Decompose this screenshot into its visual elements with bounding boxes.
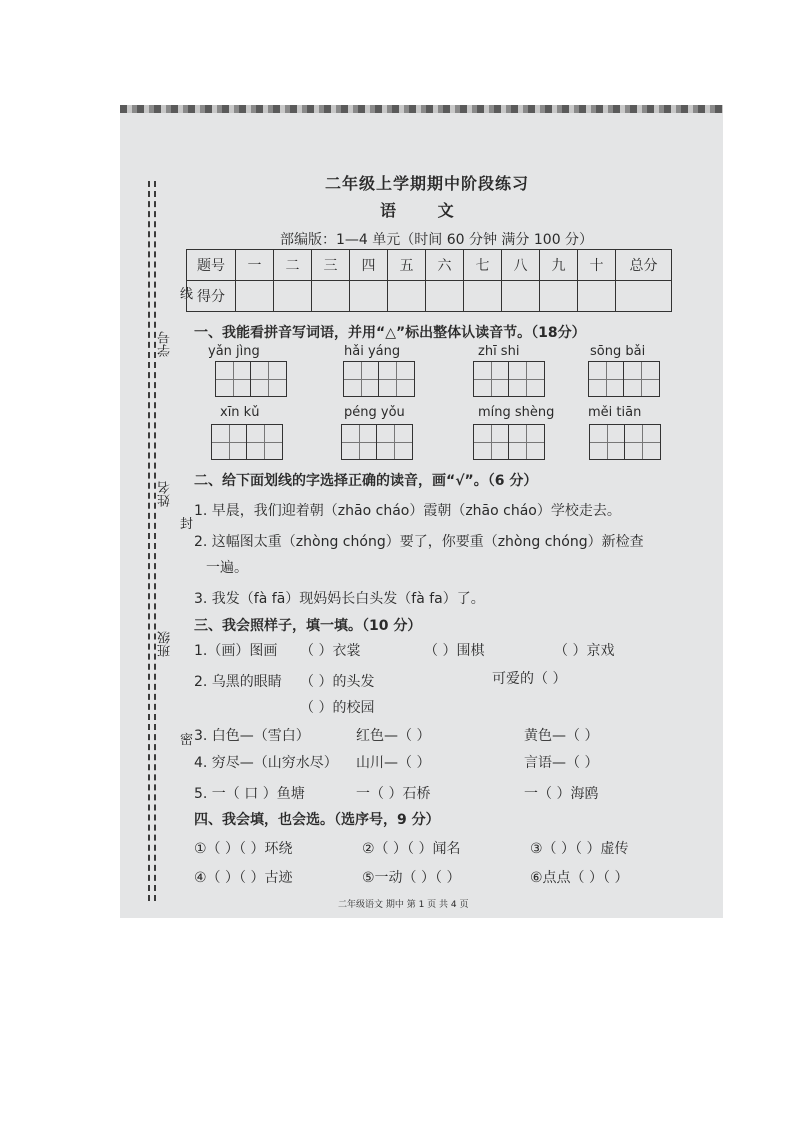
pinyin-label: péng yǒu — [344, 405, 405, 420]
section3-title: 三、我会照样子，填一填。（10 分） — [194, 618, 422, 634]
section3-q5-blank[interactable]: 一（ ）石桥 — [356, 786, 431, 802]
writing-box[interactable] — [341, 424, 413, 460]
score-header-row — [187, 250, 672, 281]
pinyin-label: míng shèng — [478, 405, 555, 420]
writing-box[interactable] — [343, 361, 415, 397]
binding-margin — [148, 181, 194, 901]
score-header-cell: 总分 — [616, 250, 672, 281]
section3-q2-blank[interactable]: （ ）的头发 — [300, 674, 375, 690]
section3-q1-blank[interactable]: （ ）衣裳 — [300, 643, 361, 659]
section1-title: 一、我能看拼音写词语，并用“△”标出整体认读音节。（18分） — [194, 325, 586, 341]
score-table — [186, 249, 672, 312]
pinyin-label: zhī shi — [478, 344, 520, 359]
exam-subject: 语 文 — [380, 201, 472, 220]
section2-title: 二、给下面划线的字选择正确的读音，画“√”。（6 分） — [194, 473, 538, 489]
writing-box[interactable] — [588, 361, 660, 397]
writing-box[interactable] — [211, 424, 283, 460]
exam-edition: 部编版：1—4 单元（时间 60 分钟 满分 100 分） — [280, 232, 594, 248]
section3-q3-blank[interactable]: 黄色—（ ） — [524, 728, 599, 744]
score-cell[interactable] — [616, 281, 672, 312]
writing-box[interactable] — [473, 361, 545, 397]
score-cell[interactable] — [578, 281, 616, 312]
binding-dashed-line-outer — [148, 181, 150, 901]
exam-photo — [120, 105, 723, 918]
writing-box[interactable] — [589, 424, 661, 460]
score-header-cell: 五 — [388, 250, 426, 281]
section3-q5-example: 5. 一（ 口 ）鱼塘 — [194, 786, 305, 802]
writing-box[interactable] — [215, 361, 287, 397]
section2-question-3: 3. 我发（fà fā）现妈妈长白头发（fà fa）了。 — [194, 591, 485, 607]
score-cell[interactable] — [464, 281, 502, 312]
score-header-cell: 四 — [350, 250, 388, 281]
writing-box[interactable] — [473, 424, 545, 460]
binding-mark-secret: 密 — [180, 733, 194, 748]
score-cell[interactable] — [274, 281, 312, 312]
pinyin-label: yǎn jìng — [208, 344, 260, 359]
section3-q3-blank[interactable]: 红色—（ ） — [356, 728, 431, 744]
section3-q4-blank[interactable]: 山川—（ ） — [356, 755, 431, 771]
exam-title: 二年级上学期期中阶段练习 — [325, 174, 530, 193]
section2-question-1: 1. 早晨，我们迎着朝（zhāo cháo）霞朝（zhāo cháo）学校走去。 — [194, 503, 621, 519]
binding-mark-seal: 封 — [180, 517, 194, 532]
exam-paper — [120, 113, 723, 918]
score-cell[interactable] — [502, 281, 540, 312]
section4-title: 四、我会填，也会选。（选序号，9 分） — [194, 812, 440, 828]
student-number-label: 学号 — [158, 331, 173, 357]
score-header-cell: 三 — [312, 250, 350, 281]
section4-item[interactable]: ①（ ）（ ）环绕 — [194, 841, 293, 857]
score-header-cell: 八 — [502, 250, 540, 281]
score-value-row — [187, 281, 672, 312]
section4-item[interactable]: ③（ ）（ ）虚传 — [530, 841, 629, 857]
score-cell[interactable] — [540, 281, 578, 312]
section3-q4-example: 4. 穷尽—（山穷水尽） — [194, 755, 338, 771]
page-footer: 二年级语文 期中 第 1 页 共 4 页 — [338, 900, 469, 910]
score-header-cell: 六 — [426, 250, 464, 281]
binding-dashed-line-inner — [154, 181, 156, 901]
score-cell[interactable] — [236, 281, 274, 312]
section2-question-2-continued: 一遍。 — [206, 560, 248, 576]
score-header-cell: 二 — [274, 250, 312, 281]
pinyin-label: měi tiān — [588, 405, 642, 420]
score-header-cell: 题号 — [187, 250, 236, 281]
section4-item[interactable]: ⑥点点（ ）（ ） — [530, 870, 629, 886]
section3-q3-example: 3. 白色—（雪白） — [194, 728, 310, 744]
section3-q1-blank[interactable]: （ ）京戏 — [554, 643, 615, 659]
student-name-label: 姓名 — [158, 481, 173, 507]
score-cell[interactable] — [388, 281, 426, 312]
section4-item[interactable]: ④（ ）（ ）古迹 — [194, 870, 293, 886]
section4-item[interactable]: ⑤一动（ ）（ ） — [362, 870, 461, 886]
score-header-cell: 七 — [464, 250, 502, 281]
score-cell[interactable] — [312, 281, 350, 312]
section3-q2-blank[interactable]: 可爱的（ ） — [492, 671, 567, 687]
class-label: 班级 — [158, 631, 173, 657]
section4-item[interactable]: ②（ ）（ ）闻名 — [362, 841, 461, 857]
pinyin-label: hǎi yáng — [344, 344, 401, 359]
section3-q2-example: 2. 乌黑的眼睛 — [194, 674, 282, 690]
section3-q4-blank[interactable]: 言语—（ ） — [524, 755, 599, 771]
score-cell[interactable] — [426, 281, 464, 312]
binding-mark-line: 线 — [180, 287, 194, 302]
score-header-cell: 一 — [236, 250, 274, 281]
section3-q5-blank[interactable]: 一（ ）海鸥 — [524, 786, 599, 802]
pinyin-label: sōng bǎi — [590, 344, 646, 359]
score-header-cell: 九 — [540, 250, 578, 281]
section3-q2-blank[interactable]: （ ）的校园 — [300, 700, 375, 716]
score-header-cell: 十 — [578, 250, 616, 281]
section3-q1-example: 1.（画）图画 — [194, 643, 278, 659]
score-cell[interactable] — [350, 281, 388, 312]
score-row-label: 得分 — [187, 281, 236, 312]
pinyin-label: xīn kǔ — [220, 405, 260, 420]
section2-question-2: 2. 这幅图太重（zhòng chóng）要了，你要重（zhòng chóng）新检查 — [194, 534, 644, 550]
section3-q1-blank[interactable]: （ ）围棋 — [424, 643, 485, 659]
